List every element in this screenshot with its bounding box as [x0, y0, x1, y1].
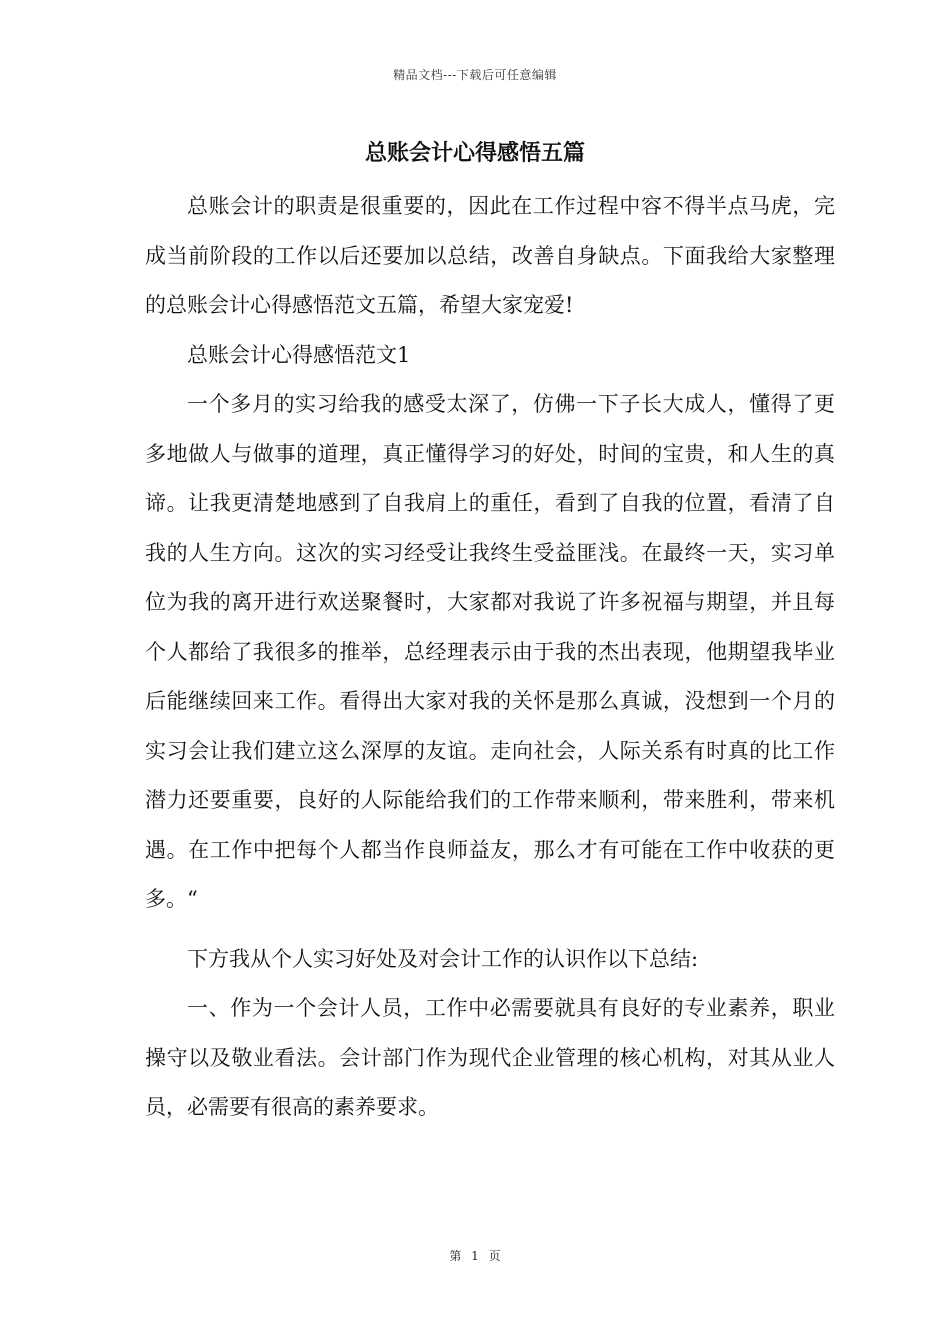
section-heading: 总账会计心得感悟范文1 [187, 342, 411, 367]
document-title: 总账会计心得感悟五篇 [364, 140, 585, 166]
intro-paragraph: 总账会计的职责是很重要的，因此在工作过程中容不得半点马虎，完成当前阶段的工作以后还要加以总结，改善自身缺点。下面我给大家整理的总账会计心得感悟范文五篇，希望大家宠爱! [145, 194, 835, 317]
document-body [145, 182, 835, 1133]
body-paragraph: 一、作为一个会计人员，工作中必需要就具有良好的专业素养，职业操守以及敬业看法。会计部门作为现代企业管理的核心机构，对其从业人员，必需要有很高的素养要求。 [145, 996, 835, 1119]
page-number: 第 1 页 [449, 1249, 501, 1263]
body-paragraph: 下方我从个人实习好处及对会计工作的认识作以下总结: [187, 946, 699, 971]
page-header-note: 精品文档---下载后可任意编辑 [393, 68, 557, 82]
body-paragraph: 一个多月的实习给我的感受太深了，仿佛一下子长大成人，懂得了更多地做人与做事的道理，真正懂得学习的好处，时间的宝贵，和人生的真谛。让我更清楚地感到了自我肩上的重任，看到了自我的位置，看清了自我的人生方向。这次的实习经受让我终生受益匪浅。在最终一天，实习单位为我的离开进行欢送聚餐时，大家都对我说了许多祝福与期望，并且每个人都给了我很多的推举，总经理表示由于我的杰出表现，他期望我毕业后能继续回来工作。看得出大家对我的关怀是那么真诚，没想到一个月的实习会让我们建立这么深厚的友谊。走向社会，人际关系有时真的比工作潜力还要重要，良好的人际能给我们的工作带来顺利，带来胜利，带来机遇。在工作中把每个人都当作良师益友，那么才有可能在工作中收获的更多。“ [145, 392, 835, 911]
